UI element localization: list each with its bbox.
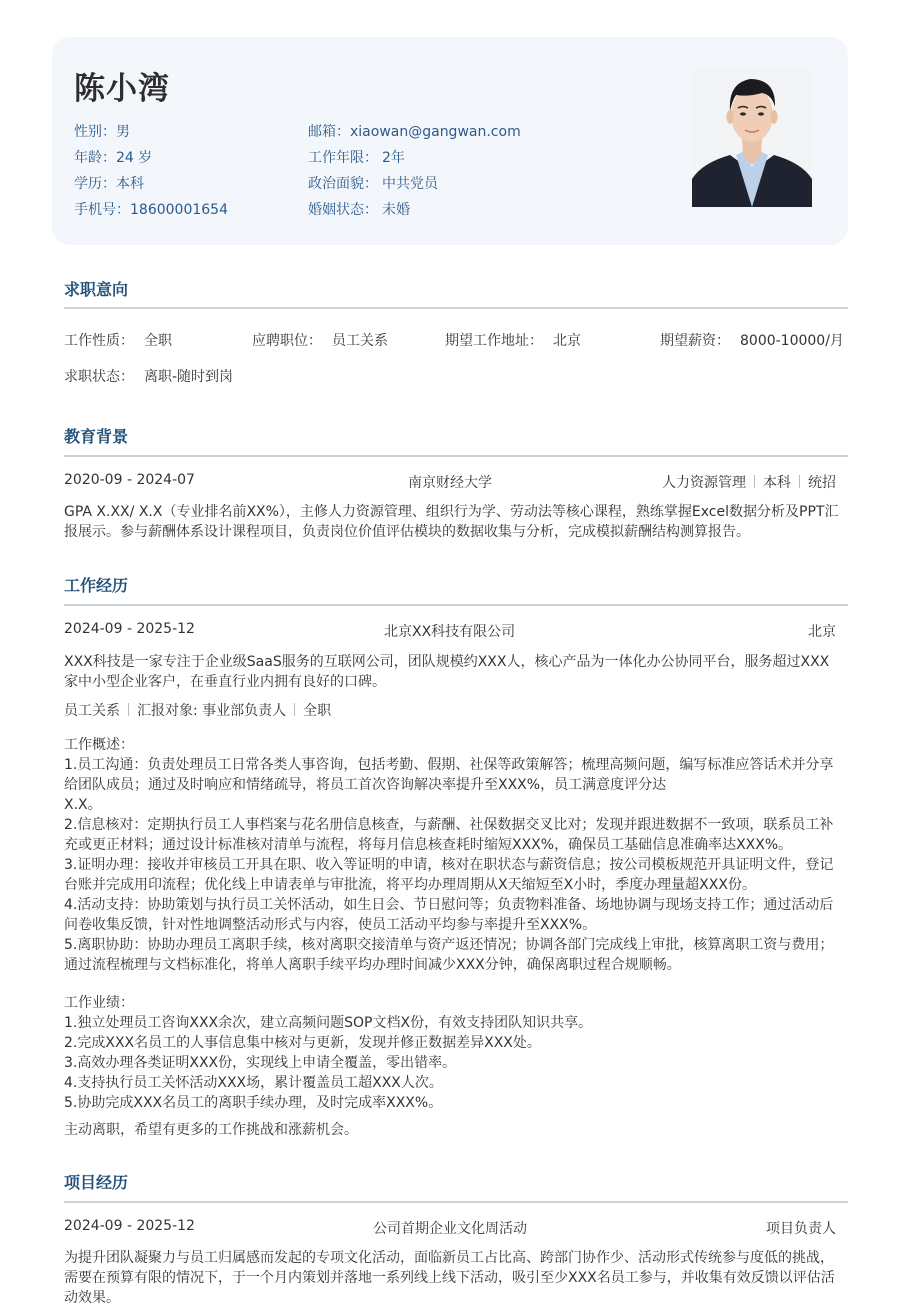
overview-item: 3.证明办理：接收并审核员工开具在职、收入等证明的申请，核对在职状态与薪资信息；按公司模板规范开具证明文件，登记台账并完成用印流程；优化线上申请表单与审批流，将平均办理周期从X天缩短至X小时，季度办理量超XXX份。 [64, 857, 834, 893]
tag-separator [128, 703, 129, 716]
info-label: 年龄： [74, 150, 116, 166]
achievement-item: 2.完成XXX名员工的人事信息集中核对与更新，发现并修正数据差异XXX处。 [64, 1035, 541, 1051]
info-label: 邮箱： [308, 124, 350, 140]
intent-location [445, 330, 581, 350]
section-divider [64, 455, 848, 457]
education-school: 南京财经大学 [408, 475, 492, 491]
education-type: 统招 [808, 475, 836, 491]
achievement-item: 5.协助完成XXX名员工的离职手续办理，及时完成率XXX%。 [64, 1095, 443, 1111]
info-gender [74, 119, 228, 145]
tag-separator [799, 475, 800, 488]
info-label: 政治面貌： [308, 176, 378, 192]
section-divider [64, 1201, 848, 1203]
basic-info-right [308, 119, 521, 223]
work-period: 2024-09 - 2025-12 [64, 621, 195, 637]
work-employment-type: 全职 [303, 703, 332, 719]
info-marital-status [308, 197, 521, 223]
info-value: 24 岁 [116, 150, 153, 166]
field-value: 8000-10000/月 [740, 333, 844, 349]
tag-separator [754, 475, 755, 488]
work-city: 北京 [808, 624, 836, 640]
section-title-work: 工作经历 [64, 576, 129, 595]
work-role: 员工关系 [64, 703, 120, 719]
candidate-name: 陈小湾 [74, 71, 170, 107]
field-value: 全职 [144, 333, 172, 349]
info-value: 18600001654 [130, 202, 228, 218]
section-title-education: 教育背景 [64, 427, 129, 446]
overview-heading: 工作概述： [64, 737, 134, 753]
info-value: 男 [116, 124, 130, 140]
overview-item: 4.活动支持：协助策划与执行员工关怀活动，如生日会、节日慰问等；负责物料准备、场地协调与现场支持工作；通过活动后问卷收集反馈，针对性地调整活动形式与内容，使员工活动平均参与率提升至XXX%。 [64, 897, 834, 933]
achievement-item: 3.高效办理各类证明XXX份，实现线上申请全覆盖，零出错率。 [64, 1055, 457, 1071]
education-major: 人力资源管理 [662, 475, 746, 491]
field-value: 员工关系 [332, 333, 388, 349]
company-intro: XXX科技是一家专注于企业级SaaS服务的互联网公司，团队规模约XXX人，核心产品为一体化办公协同平台，服务超过XXX家中小型企业客户，在垂直行业内拥有良好的口碑。 [64, 654, 830, 690]
leave-reason: 主动离职，希望有更多的工作挑战和涨薪机会。 [64, 1122, 358, 1138]
overview-item: 1.员工沟通：负责处理员工日常各类人事咨询，包括考勤、假期、社保等政策解答；梳理高频问题，编写标准应答话术并分享给团队成员；通过及时响应和情绪疏导，将员工首次咨询解决率提升至XXX%，员工满意度评分达 [64, 757, 834, 793]
achievement-item: 1.独立处理员工咨询XXX余次，建立高频问题SOP文档X份，有效支持团队知识共享。 [64, 1015, 593, 1031]
info-value: 本科 [116, 176, 144, 192]
education-degree: 本科 [763, 475, 791, 491]
project-period: 2024-09 - 2025-12 [64, 1218, 195, 1234]
info-label: 婚姻状态： [308, 202, 378, 218]
info-label: 工作年限： [308, 150, 378, 166]
basic-info-left [74, 119, 228, 223]
info-label: 手机号： [74, 202, 130, 218]
work-overview [64, 735, 840, 975]
work-achievements [64, 993, 840, 1113]
section-divider [64, 307, 848, 309]
info-label: 性别： [74, 124, 116, 140]
info-email [308, 119, 521, 145]
section-divider [64, 604, 848, 606]
info-political-status [308, 171, 521, 197]
portrait-image [692, 67, 812, 207]
project-role: 项目负责人 [766, 1221, 836, 1237]
intent-nature [64, 330, 172, 350]
work-report-to: 汇报对象: 事业部负责人 [137, 703, 287, 719]
achievements-heading: 工作业绩： [64, 995, 134, 1011]
profile-photo [692, 67, 812, 207]
info-age [74, 145, 228, 171]
info-phone [74, 197, 228, 223]
field-label: 工作性质： [64, 333, 134, 349]
overview-item: X.X。 [64, 797, 102, 813]
info-value: xiaowan@gangwan.com [350, 124, 521, 140]
section-title-project: 项目经历 [64, 1173, 129, 1192]
info-work-years [308, 145, 521, 171]
profile-header-card [52, 37, 848, 245]
work-company: 北京XX科技有限公司 [384, 624, 516, 640]
info-value: 未婚 [382, 202, 410, 218]
tag-separator [294, 703, 295, 716]
intent-salary [660, 330, 844, 350]
achievement-item: 4.支持执行员工关怀活动XXX场，累计覆盖员工超XXX人次。 [64, 1075, 443, 1091]
field-label: 应聘职位： [252, 333, 322, 349]
info-value: 2年 [382, 150, 405, 166]
field-value: 北京 [553, 333, 581, 349]
overview-item: 5.离职协助：协助办理员工离职手续，核对离职交接清单与资产返还情况；协调各部门完成线上审批，核算离职工资与费用；通过流程梳理与文档标准化，将单人离职手续平均办理时间减少XXX分钟，确保离职过程合规顺畅。 [64, 937, 834, 973]
field-label: 求职状态： [64, 369, 134, 385]
section-title-job-intent: 求职意向 [64, 280, 129, 299]
field-label: 期望工作地址： [445, 333, 543, 349]
info-label: 学历： [74, 176, 116, 192]
work-tags [64, 700, 331, 720]
project-name: 公司首期企业文化周活动 [373, 1221, 527, 1237]
field-value: 离职-随时到岗 [144, 369, 234, 385]
intent-status [64, 366, 233, 386]
overview-item: 2.信息核对：定期执行员工人事档案与花名册信息核查，与薪酬、社保数据交叉比对；发现并跟进数据不一致项，联系员工补充或更正材料；通过设计标准核对清单与流程，将每月信息核查耗时缩短XXX%，确保员工基础信息准确率达XXX%。 [64, 817, 834, 853]
education-tags [662, 472, 836, 492]
education-description: GPA X.XX/ X.X（专业排名前XX%），主修人力资源管理、组织行为学、劳动法等核心课程，熟练掌握Excel数据分析及PPT汇报展示。参与薪酬体系设计课程项目，负责岗位价值评估模块的数据收集与分析，完成模拟薪酬结构测算报告。 [64, 504, 839, 540]
info-value: 中共党员 [382, 176, 438, 192]
intent-position [252, 330, 388, 350]
project-description: 为提升团队凝聚力与员工归属感而发起的专项文化活动，面临新员工占比高、跨部门协作少、活动形式传统参与度低的挑战，需要在预算有限的情况下，于一个月内策划并落地一系列线上线下活动，吸引至少XXX名员工参与，并收集有效反馈以评估活动效果。 [64, 1250, 835, 1306]
field-label: 期望薪资： [660, 333, 730, 349]
education-period: 2020-09 - 2024-07 [64, 472, 195, 488]
info-education [74, 171, 228, 197]
